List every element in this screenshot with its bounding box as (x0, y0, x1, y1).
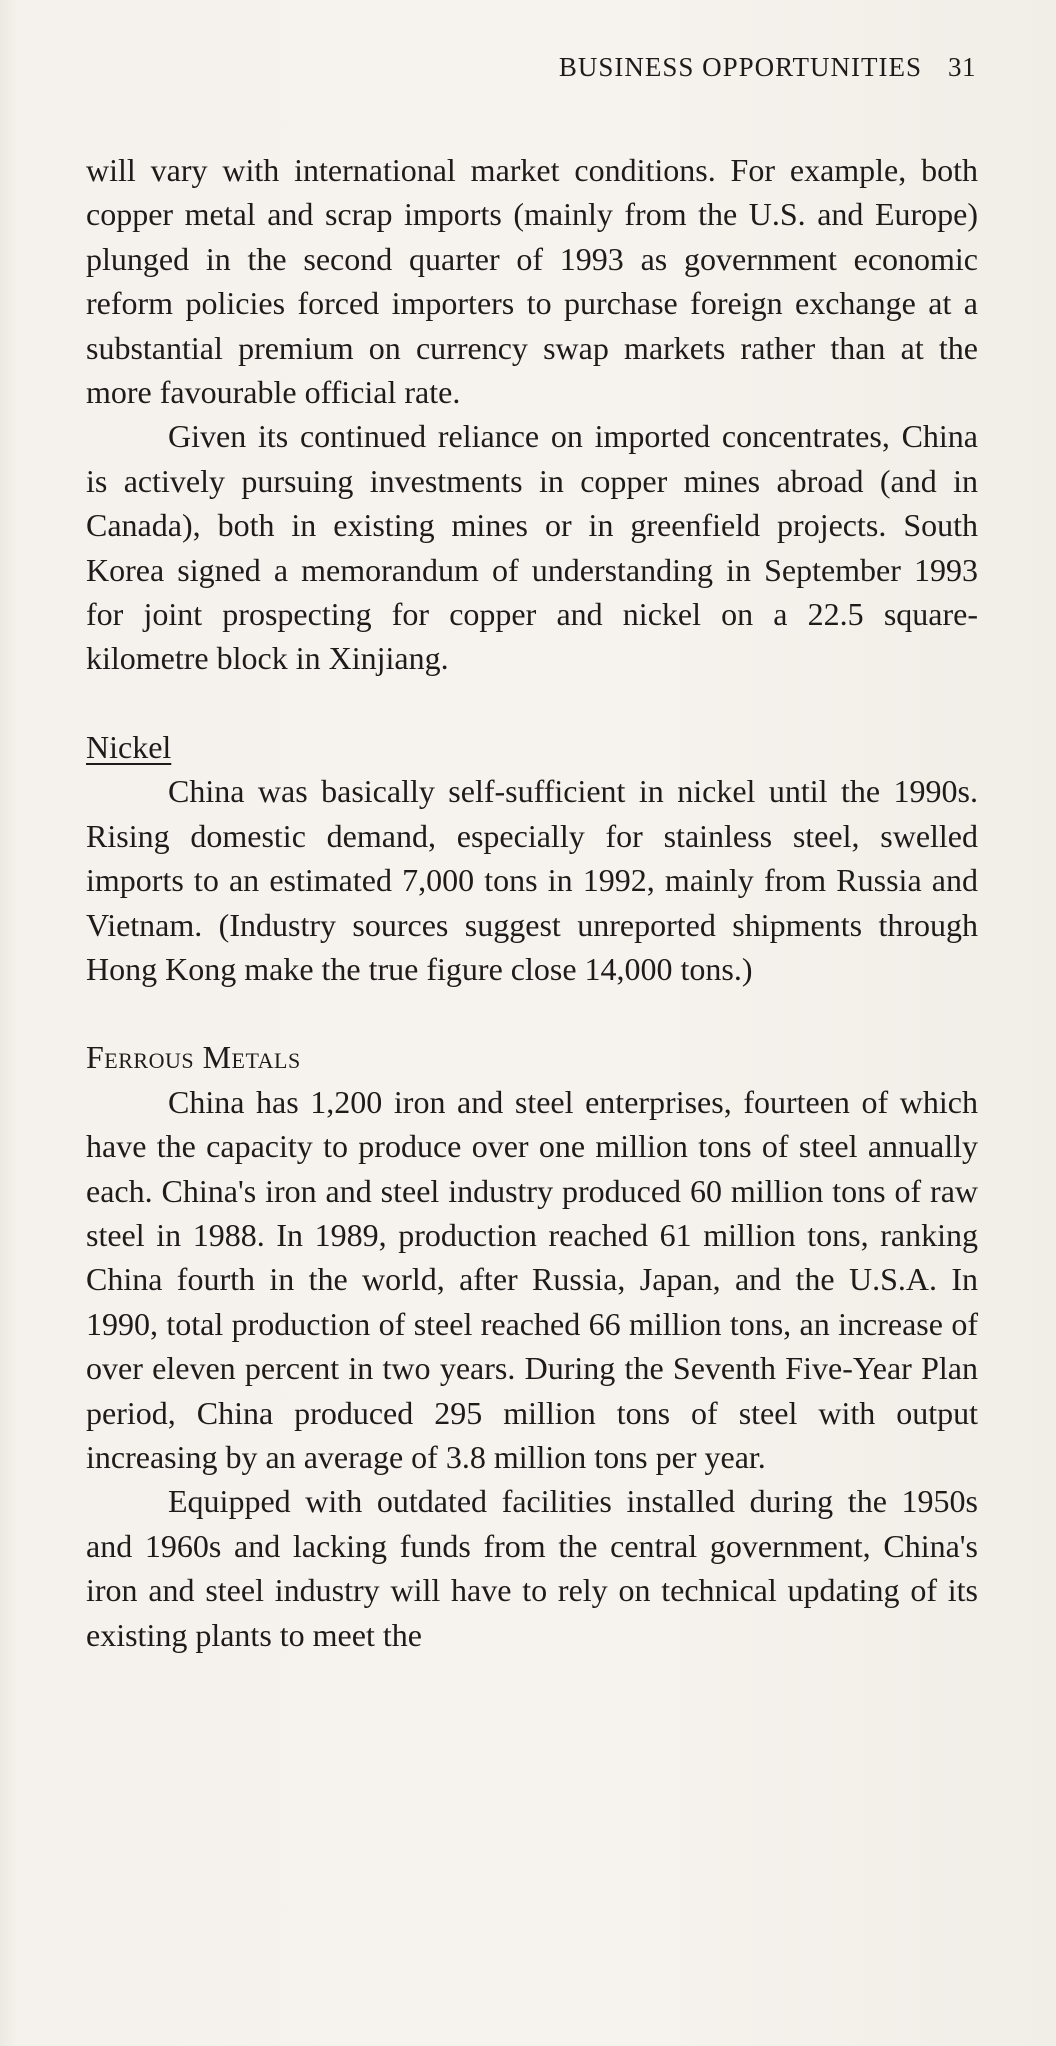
section-heading-ferrous-metals: Ferrous Metals (86, 1039, 301, 1076)
paragraph-steel-production: China has 1,200 iron and steel enterprises, fourteen of which have the capacity to produce over one million tons of steel annually each. China's iron and steel industry produced 60 million tons of raw steel in 1988. In 1989, production reached 61 million tons, ranking China fourth in the world, after Russia, Japan, and the U.S.A. In 1990, total production of steel reached 66 million tons, an increase of over eleven percent in two years. During the Seventh Five-Year Plan period, China produced 295 million tons of steel with output increasing by an average of 3.8 million tons per year. (86, 1083, 978, 1475)
running-head-title: BUSINESS OPPORTUNITIES (558, 52, 922, 82)
paragraph-copper-market: will vary with international market conditions. For example, both copper metal and scrap imports (mainly from the U.S. and Europe) plunged in the second quarter of 1993 as government economic reform policies forced importers to purchase foreign exchange at a substantial premium on currency swap markets rather than at the more favourable official rate. (86, 152, 978, 411)
body-text (86, 148, 978, 1657)
page-number: 31 (948, 52, 976, 82)
paragraph-copper-investment: Given its continued reliance on imported concentrates, China is actively pursuing investments in copper mines abroad (and in Canada), both in existing mines or in greenfield projects. South Korea signed a memorandum of understanding in September 1993 for joint prospecting for copper and nickel on a 22.5 square-kilometre block in Xinjiang. (86, 418, 978, 677)
running-head (559, 52, 976, 83)
section-heading-nickel: Nickel (86, 728, 172, 765)
paragraph-nickel: China was basically self-sufficient in nickel until the 1990s. Rising domestic demand, especially for stainless steel, swelled imports to an estimated 7,000 tons in 1992, mainly from Russia and Vietnam. (Industry sources suggest unreported shipments through Hong Kong make the true figure close 14,000 tons.) (86, 773, 978, 987)
paragraph-steel-facilities: Equipped with outdated facilities installed during the 1950s and 1960s and lacking funds from the central government, China's iron and steel industry will have to rely on technical updating of its existing plants to meet the (86, 1483, 978, 1653)
